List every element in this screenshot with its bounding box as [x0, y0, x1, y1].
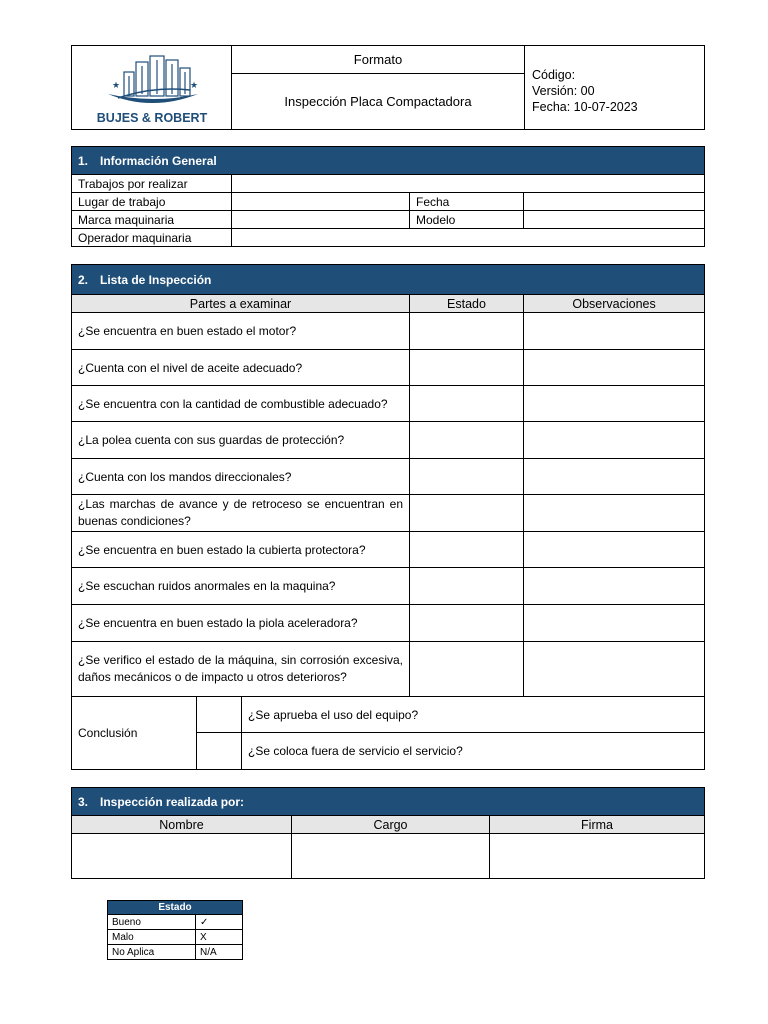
observaciones-cell[interactable] [524, 642, 705, 697]
doc-code: Código: [532, 67, 576, 82]
observaciones-cell[interactable] [524, 532, 705, 568]
doc-title: Inspección Placa Compactadora [232, 74, 525, 130]
section-1-header [72, 147, 705, 175]
field-trabajos[interactable] [232, 175, 705, 193]
header-table [71, 45, 705, 130]
legend-label: Bueno [108, 915, 196, 930]
check-icon: ✓ [196, 915, 243, 930]
section-3-header [72, 788, 705, 816]
svg-text:★: ★ [189, 81, 198, 91]
conclusion-label: Conclusión [72, 697, 197, 770]
observaciones-cell[interactable] [524, 459, 705, 495]
estado-cell[interactable] [410, 459, 524, 495]
col-partes: Partes a examinar [72, 295, 410, 313]
inspection-table [71, 264, 705, 770]
section-1-title: Información General [100, 153, 217, 168]
col-cargo: Cargo [292, 816, 490, 834]
estado-legend [107, 900, 243, 960]
field-operador[interactable] [232, 229, 705, 247]
observaciones-cell[interactable] [524, 422, 705, 459]
label-fecha: Fecha [410, 193, 524, 211]
estado-cell[interactable] [410, 568, 524, 605]
field-modelo[interactable] [524, 211, 705, 229]
conclusion-approve: ¿Se aprueba el uso del equipo? [242, 697, 705, 733]
inspection-item: ¿Cuenta con el nivel de aceite adecuado? [72, 350, 410, 386]
label-operador: Operador maquinaria [72, 229, 232, 247]
field-cargo[interactable] [292, 834, 490, 879]
inspection-item: ¿Se encuentra en buen estado la cubierta protectora? [72, 532, 410, 568]
legend-symbol: N/A [196, 945, 243, 960]
observaciones-cell[interactable] [524, 386, 705, 422]
col-estado: Estado [410, 295, 524, 313]
col-nombre: Nombre [72, 816, 292, 834]
inspection-item: ¿Cuenta con los mandos direccionales? [72, 459, 410, 495]
section-1-number: 1. [78, 153, 89, 168]
inspection-item: ¿Se encuentra en buen estado la piola aceleradora? [72, 605, 410, 642]
legend-symbol: X [196, 930, 243, 945]
conclusion-checkbox-out-of-service[interactable] [197, 733, 242, 770]
estado-cell[interactable] [410, 642, 524, 697]
conclusion-checkbox-approve[interactable] [197, 697, 242, 733]
doc-version: Versión: 00 [532, 83, 595, 98]
general-info-table [71, 146, 705, 247]
section-3-title: Inspección realizada por: [100, 794, 245, 809]
label-lugar: Lugar de trabajo [72, 193, 232, 211]
section-3-number: 3. [78, 794, 89, 809]
format-label: Formato [232, 46, 525, 74]
inspection-item: ¿Se escuchan ruidos anormales en la maquina? [72, 568, 410, 605]
col-firma: Firma [490, 816, 705, 834]
field-nombre[interactable] [72, 834, 292, 879]
label-marca: Marca maquinaria [72, 211, 232, 229]
section-2-number: 2. [78, 272, 89, 287]
estado-cell[interactable] [410, 532, 524, 568]
observaciones-cell[interactable] [524, 568, 705, 605]
observaciones-cell[interactable] [524, 495, 705, 532]
conclusion-out-of-service: ¿Se coloca fuera de servicio el servicio? [242, 733, 705, 770]
performed-by-table [71, 787, 705, 879]
estado-cell[interactable] [410, 313, 524, 350]
company-logo [74, 46, 230, 126]
inspection-item: ¿Se encuentra con la cantidad de combustible adecuado? [72, 386, 410, 422]
estado-cell[interactable] [410, 495, 524, 532]
inspection-item: ¿La polea cuenta con sus guardas de protección? [72, 422, 410, 459]
observaciones-cell[interactable] [524, 605, 705, 642]
legend-title: Estado [108, 901, 243, 915]
field-firma[interactable] [490, 834, 705, 879]
field-lugar[interactable] [232, 193, 410, 211]
company-name: BUJES & ROBERT [96, 111, 207, 125]
doc-meta [525, 46, 705, 130]
legend-label: No Aplica [108, 945, 196, 960]
field-marca[interactable] [232, 211, 410, 229]
field-fecha[interactable] [524, 193, 705, 211]
legend-label: Malo [108, 930, 196, 945]
estado-cell[interactable] [410, 605, 524, 642]
observaciones-cell[interactable] [524, 313, 705, 350]
label-trabajos: Trabajos por realizar [72, 175, 232, 193]
svg-text:★: ★ [111, 81, 120, 91]
section-2-header [72, 265, 705, 295]
inspection-item: ¿Se verifico el estado de la máquina, sin corrosión excesiva, daños mecánicos o de impacto u otros deterioros? [72, 642, 410, 697]
observaciones-cell[interactable] [524, 350, 705, 386]
col-observaciones: Observaciones [524, 295, 705, 313]
estado-cell[interactable] [410, 350, 524, 386]
doc-date: Fecha: 10-07-2023 [532, 99, 638, 114]
section-2-title: Lista de Inspección [100, 272, 212, 287]
estado-cell[interactable] [410, 422, 524, 459]
logo-cell [72, 46, 232, 130]
inspection-item: ¿Se encuentra en buen estado el motor? [72, 313, 410, 350]
label-modelo: Modelo [410, 211, 524, 229]
inspection-item: ¿Las marchas de avance y de retroceso se encuentran en buenas condiciones? [72, 495, 410, 532]
estado-cell[interactable] [410, 386, 524, 422]
